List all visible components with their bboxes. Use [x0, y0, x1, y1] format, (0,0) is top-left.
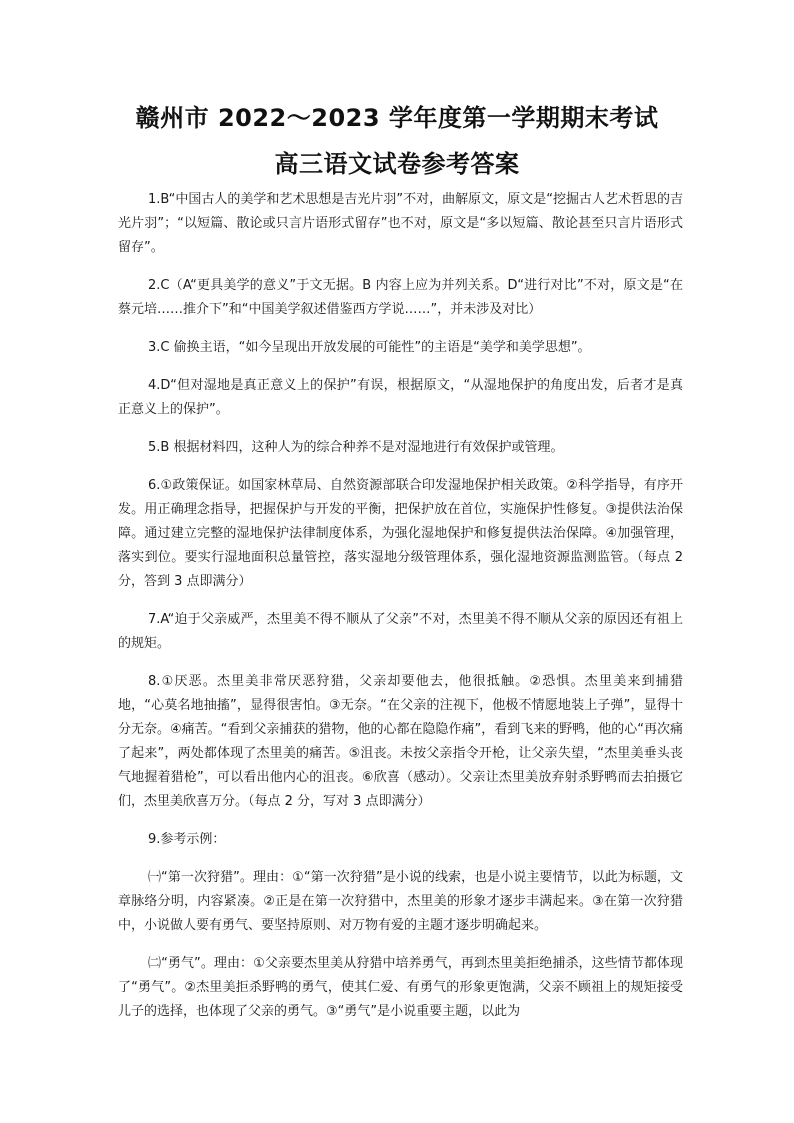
answer-list — [118, 188, 683, 1038]
answer-9-option-2: ㈡“勇气”。理由：①父亲要杰里美从狩猎中培养勇气，再到杰里美拒绝捕杀，这些情节都体现了“勇气”。②杰里美拒杀野鸭的勇气，使其仁爱、有勇气的形象更饱满，父亲不顾祖上的规矩接受儿子的选择，也体现了父亲的勇气。③“勇气”是小说重要主题，以此为 — [118, 956, 683, 1019]
answer-2: 2.C（A“更具美学的意义”于文无据。B 内容上应为并列关系。D“进行对比”不对，原文是“在蔡元培……推介下”和“中国美学叙述借鉴西方学说……”，并未涉及对比） — [118, 278, 683, 317]
exam-title: 赣州市 2022～2023 学年度第一学期期末考试 — [135, 104, 659, 132]
answer-3: 3.C 偷换主语，“如今呈现出开放发展的可能性”的主语是“美学和美学思想”。 — [148, 340, 591, 355]
answer-9-heading: 9.参考示例： — [148, 832, 226, 847]
answer-8: 8.①厌恶。杰里美非常厌恶狩猎，父亲却要他去，他很抵触。②恐惧。杰里美来到捕猎地，“心莫名地抽搐”，显得很害怕。③无奈。“在父亲的注视下，他极不情愿地装上子弹”，显得十分无奈。④痛苦。“看到父亲捕获的猎物，他的心都在隐隐作痛”，看到飞来的野鸭，他的心“再次痛了起来”，两处都体现了杰里美的痛苦。⑤沮丧。未按父亲指令开枪，让父亲失望，“杰里美垂头丧气地握着猎枪”，可以看出他内心的沮丧。⑥欣喜（感动）。父亲让杰里美放弃射杀野鸭而去拍摄它们，杰里美欣喜万分。（每点 2 分，写对 3 点即满分） — [118, 674, 683, 809]
answer-6: 6.①政策保证。如国家林草局、自然资源部联合印发湿地保护相关政策。②科学指导，有序开发。用正确理念指导，把握保护与开发的平衡，把保护放在首位，实施保护性修复。③提供法治保障。通过建立完整的湿地保护法律制度体系，为强化湿地保护和修复提供法治保障。④加强管理，落实到位。要实行湿地面积总量管控，落实湿地分级管理体系，强化湿地资源监测监管。（每点 2 分，答到 3 点即满分） — [118, 478, 683, 589]
answer-key-title: 高三语文试卷参考答案 — [274, 150, 520, 178]
answer-1: 1.B“中国古人的美学和艺术思想是吉光片羽”不对，曲解原文，原文是“挖掘古人艺术哲思的吉光片羽”；“以短篇、散论或只言片语形式留存”也不对，原文是“多以短篇、散论甚至只言片语形式留存”。 — [118, 192, 683, 255]
answer-7: 7.A“迫于父亲威严，杰里美不得不顺从了父亲”不对，杰里美不得不顺从父亲的原因还有祖上的规矩。 — [118, 612, 683, 651]
answer-5: 5.B 根据材料四，这种人为的综合种养不是对湿地进行有效保护或管理。 — [148, 440, 564, 455]
answer-9-option-1: ㈠“第一次狩猎”。理由：①“第一次狩猎”是小说的线索，也是小说主要情节，以此为标题，文章脉络分明，内容紧凑。②正是在第一次狩猎中，杰里美的形象才逐步丰满起来。③在第一次狩猎中，小说做人要有勇气、要坚持原则、对万物有爱的主题才逐步明确起来。 — [118, 870, 683, 933]
answer-4: 4.D“但对湿地是真正意义上的保护”有误，根据原文，“从湿地保护的角度出发，后者才是真正意义上的保护”。 — [118, 378, 683, 417]
